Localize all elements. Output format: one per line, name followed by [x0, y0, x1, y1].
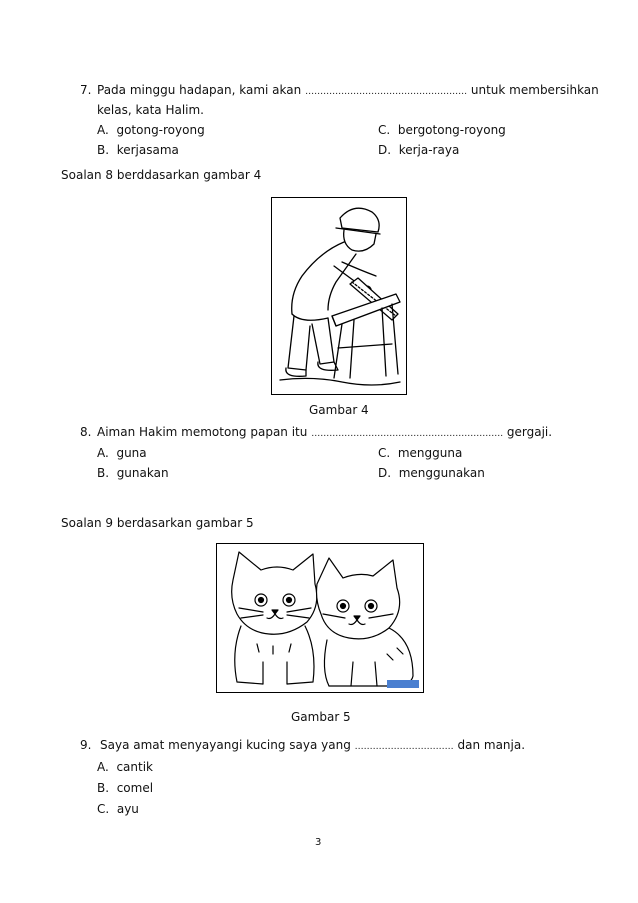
q8-option-b: [97, 467, 169, 479]
figure4-image: [271, 197, 407, 395]
q7-option-d-text: kerja-raya: [398, 143, 460, 157]
q9-stem-part1: Saya amat menyayangi kucing saya yang: [100, 738, 351, 752]
q9-option-b-letter: B.: [97, 781, 110, 795]
section9-heading: Soalan 9 berdasarkan gambar 5: [61, 516, 254, 530]
q8-option-d-text: menggunakan: [398, 466, 485, 480]
q7-option-a-text: gotong-royong: [116, 123, 205, 137]
two-kittens-illustration: [217, 544, 423, 692]
q9-option-c: [97, 803, 139, 815]
q8-blank: ……………………………………………………….: [311, 429, 504, 439]
q7-option-c: [378, 124, 506, 136]
q8-option-b-letter: B.: [97, 466, 110, 480]
q7-stem: [97, 84, 599, 97]
q7-blank: ………………………………………………: [305, 87, 468, 97]
q7-stem-line2: kelas, kata Halim.: [97, 103, 204, 117]
q9-option-a-text: cantik: [116, 760, 153, 774]
q9-option-c-letter: C.: [97, 802, 110, 816]
q9-option-c-text: ayu: [116, 802, 139, 816]
q9-number: 9.: [80, 738, 92, 752]
q8-option-a-letter: A.: [97, 446, 109, 460]
q8-option-d: [378, 467, 485, 479]
q7-number: 7.: [80, 83, 92, 97]
page-number: 3: [315, 837, 322, 848]
figure4-caption: Gambar 4: [309, 403, 369, 417]
q9-blank: ……………………………: [354, 742, 454, 752]
q8-option-a: [97, 447, 147, 459]
q9-option-a-letter: A.: [97, 760, 109, 774]
q7-stem-part2: untuk membersihkan: [470, 83, 599, 97]
q7-option-a: [97, 124, 205, 136]
q7-option-a-letter: A.: [97, 123, 109, 137]
q9-option-b-text: comel: [116, 781, 154, 795]
q8-option-b-text: gunakan: [116, 466, 169, 480]
q7-option-b-letter: B.: [97, 143, 110, 157]
q7-option-c-text: bergotong-royong: [397, 123, 506, 137]
q8-stem: [97, 426, 552, 439]
q8-option-c-letter: C.: [378, 446, 391, 460]
q7-option-c-letter: C.: [378, 123, 391, 137]
q8-option-c: [378, 447, 462, 459]
q9-option-a: [97, 761, 153, 773]
figure5-caption: Gambar 5: [291, 710, 351, 724]
worker-sawing-illustration: [272, 198, 406, 394]
q8-option-a-text: guna: [116, 446, 147, 460]
q8-option-d-letter: D.: [378, 466, 392, 480]
figure5-image: [216, 543, 424, 693]
q9-stem-part2: dan manja.: [457, 738, 526, 752]
q8-option-c-text: mengguna: [397, 446, 463, 460]
q9-stem: [100, 739, 525, 752]
q8-number: 8.: [80, 425, 92, 439]
q7-stem-part1: Pada minggu hadapan, kami akan: [97, 83, 302, 97]
q8-stem-part1: Aiman Hakim memotong papan itu: [97, 425, 308, 439]
section8-heading: Soalan 8 berddasarkan gambar 4: [61, 168, 262, 182]
q9-option-b: [97, 782, 153, 794]
q7-option-d: [378, 144, 459, 156]
q7-option-b-text: kerjasama: [116, 143, 179, 157]
q8-stem-part2: gergaji.: [506, 425, 553, 439]
q7-option-d-letter: D.: [378, 143, 392, 157]
q7-option-b: [97, 144, 179, 156]
